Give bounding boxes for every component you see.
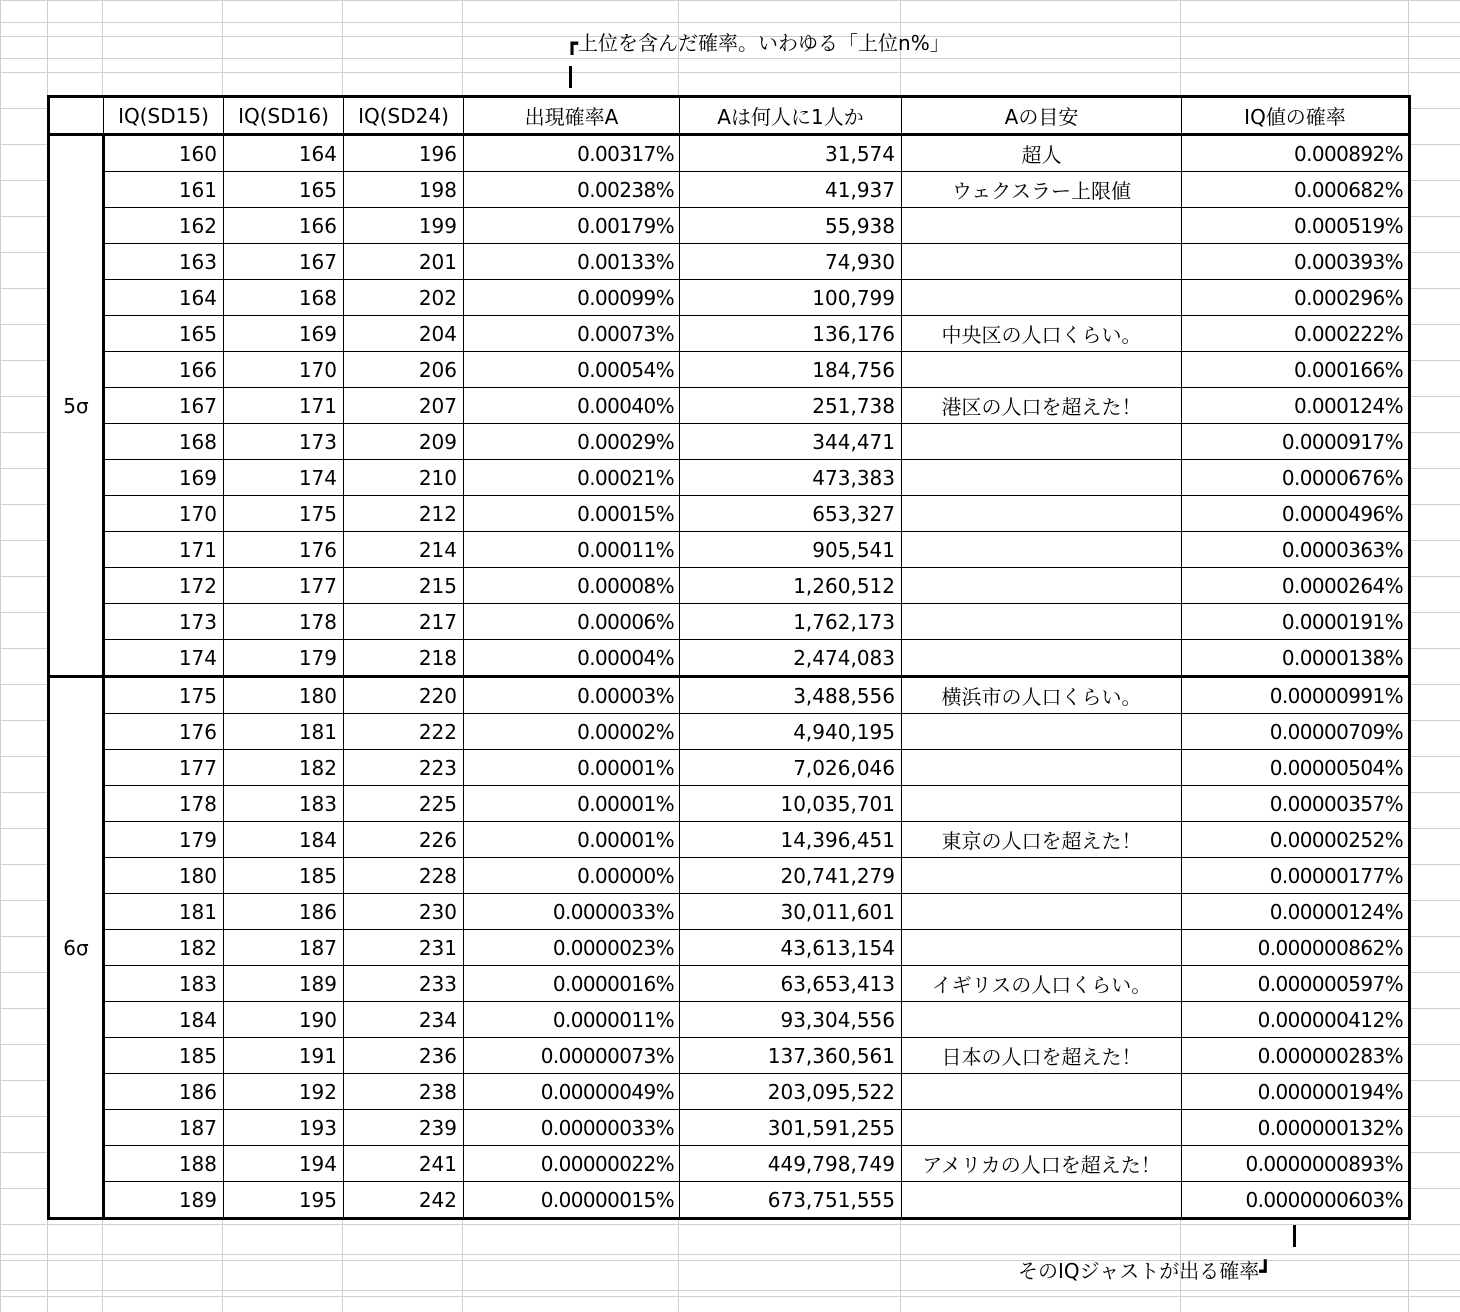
one-in-n-cell: 31,574 [680, 135, 902, 172]
table-row [49, 388, 1410, 424]
probability-a-cell: 0.00040% [464, 388, 680, 424]
iq-sd24-cell: 218 [344, 640, 464, 677]
iq-sd24-cell: 202 [344, 280, 464, 316]
header-iq-sd15: IQ(SD15) [104, 97, 224, 135]
iq-sd15-cell: 182 [104, 930, 224, 966]
iq-sd16-cell: 171 [224, 388, 344, 424]
one-in-n-cell: 301,591,255 [680, 1110, 902, 1146]
one-in-n-cell: 74,930 [680, 244, 902, 280]
iq-sd24-cell: 196 [344, 135, 464, 172]
iq-sd24-cell: 238 [344, 1074, 464, 1110]
header-iq-sd16: IQ(SD16) [224, 97, 344, 135]
iq-exact-probability-cell: 0.000000412% [1182, 1002, 1410, 1038]
bottom-annotation: そのIQジャストが出る確率┛ [1018, 1259, 1272, 1283]
iq-sd24-cell: 210 [344, 460, 464, 496]
iq-sd16-cell: 170 [224, 352, 344, 388]
iq-sd15-cell: 183 [104, 966, 224, 1002]
guideline-cell [902, 604, 1182, 640]
one-in-n-cell: 251,738 [680, 388, 902, 424]
iq-sd16-cell: 176 [224, 532, 344, 568]
iq-sd16-cell: 186 [224, 894, 344, 930]
table-row [49, 1002, 1410, 1038]
iq-sd15-cell: 172 [104, 568, 224, 604]
one-in-n-cell: 184,756 [680, 352, 902, 388]
iq-sd15-cell: 178 [104, 786, 224, 822]
table-row [49, 1110, 1410, 1146]
probability-a-cell: 0.00054% [464, 352, 680, 388]
iq-sd24-cell: 239 [344, 1110, 464, 1146]
iq-sd15-cell: 167 [104, 388, 224, 424]
iq-exact-probability-cell: 0.000519% [1182, 208, 1410, 244]
iq-sd15-cell: 187 [104, 1110, 224, 1146]
guideline-cell: 横浜市の人口くらい。 [902, 677, 1182, 714]
iq-sd15-cell: 165 [104, 316, 224, 352]
probability-a-cell: 0.00015% [464, 496, 680, 532]
iq-exact-probability-cell: 0.000000194% [1182, 1074, 1410, 1110]
probability-a-cell: 0.00006% [464, 604, 680, 640]
iq-exact-probability-cell: 0.0000000893% [1182, 1146, 1410, 1182]
iq-sd24-cell: 223 [344, 750, 464, 786]
iq-sd16-cell: 195 [224, 1182, 344, 1219]
iq-sd16-cell: 173 [224, 424, 344, 460]
probability-a-cell: 0.00000073% [464, 1038, 680, 1074]
iq-sd15-cell: 168 [104, 424, 224, 460]
iq-sd24-cell: 215 [344, 568, 464, 604]
iq-sd24-cell: 204 [344, 316, 464, 352]
guideline-cell: 東京の人口を超えた！ [902, 822, 1182, 858]
guideline-cell [902, 750, 1182, 786]
iq-sd16-cell: 168 [224, 280, 344, 316]
grid-line [0, 58, 1460, 59]
table-row [49, 1038, 1410, 1074]
probability-a-cell: 0.00000033% [464, 1110, 680, 1146]
iq-sd15-cell: 162 [104, 208, 224, 244]
iq-sd16-cell: 183 [224, 786, 344, 822]
iq-sd24-cell: 207 [344, 388, 464, 424]
iq-sd16-cell: 177 [224, 568, 344, 604]
probability-a-cell: 0.00002% [464, 714, 680, 750]
iq-exact-probability-cell: 0.000393% [1182, 244, 1410, 280]
table-row [49, 966, 1410, 1002]
iq-sd16-cell: 192 [224, 1074, 344, 1110]
table-row [49, 352, 1410, 388]
iq-exact-probability-cell: 0.00000504% [1182, 750, 1410, 786]
header-row [49, 97, 1410, 135]
table-row [49, 244, 1410, 280]
sigma-group-label: 5σ [49, 135, 104, 677]
iq-exact-probability-cell: 0.00000357% [1182, 786, 1410, 822]
table-row [49, 858, 1410, 894]
iq-sd24-cell: 230 [344, 894, 464, 930]
iq-sd24-cell: 241 [344, 1146, 464, 1182]
iq-exact-probability-cell: 0.0000917% [1182, 424, 1410, 460]
iq-sd15-cell: 171 [104, 532, 224, 568]
iq-sd15-cell: 166 [104, 352, 224, 388]
bottom-annotation-pointer [1293, 1225, 1296, 1247]
probability-a-cell: 0.0000023% [464, 930, 680, 966]
iq-exact-probability-cell: 0.00000709% [1182, 714, 1410, 750]
one-in-n-cell: 2,474,083 [680, 640, 902, 677]
iq-exact-probability-cell: 0.000682% [1182, 172, 1410, 208]
iq-sd15-cell: 173 [104, 604, 224, 640]
probability-a-cell: 0.0000016% [464, 966, 680, 1002]
iq-exact-probability-cell: 0.00000252% [1182, 822, 1410, 858]
probability-a-cell: 0.0000011% [464, 1002, 680, 1038]
one-in-n-cell: 1,260,512 [680, 568, 902, 604]
iq-sd15-cell: 179 [104, 822, 224, 858]
probability-a-cell: 0.00073% [464, 316, 680, 352]
guideline-cell [902, 858, 1182, 894]
guideline-cell [902, 532, 1182, 568]
iq-sd16-cell: 178 [224, 604, 344, 640]
guideline-cell [902, 1110, 1182, 1146]
iq-sd16-cell: 164 [224, 135, 344, 172]
iq-sd15-cell: 177 [104, 750, 224, 786]
header-guideline: Aの目安 [902, 97, 1182, 135]
one-in-n-cell: 7,026,046 [680, 750, 902, 786]
iq-sd16-cell: 169 [224, 316, 344, 352]
table-row [49, 750, 1410, 786]
iq-sd16-cell: 174 [224, 460, 344, 496]
one-in-n-cell: 63,653,413 [680, 966, 902, 1002]
iq-exact-probability-cell: 0.000296% [1182, 280, 1410, 316]
one-in-n-cell: 10,035,701 [680, 786, 902, 822]
iq-exact-probability-cell: 0.0000496% [1182, 496, 1410, 532]
one-in-n-cell: 449,798,749 [680, 1146, 902, 1182]
one-in-n-cell: 100,799 [680, 280, 902, 316]
iq-sd16-cell: 182 [224, 750, 344, 786]
probability-a-cell: 0.00003% [464, 677, 680, 714]
iq-sd15-cell: 176 [104, 714, 224, 750]
iq-sd16-cell: 194 [224, 1146, 344, 1182]
iq-sd24-cell: 234 [344, 1002, 464, 1038]
one-in-n-cell: 905,541 [680, 532, 902, 568]
iq-sd24-cell: 214 [344, 532, 464, 568]
one-in-n-cell: 653,327 [680, 496, 902, 532]
iq-sd16-cell: 191 [224, 1038, 344, 1074]
header-iq-sd24: IQ(SD24) [344, 97, 464, 135]
top-annotation-pointer [569, 66, 572, 88]
grid-line [0, 1290, 1460, 1291]
top-annotation: ┏上位を含んだ確率。いわゆる「上位n%」 [566, 31, 950, 55]
iq-sd16-cell: 179 [224, 640, 344, 677]
guideline-cell [902, 460, 1182, 496]
iq-probability-table [47, 95, 1411, 1220]
iq-sd24-cell: 222 [344, 714, 464, 750]
iq-sd24-cell: 228 [344, 858, 464, 894]
guideline-cell [902, 1002, 1182, 1038]
iq-sd24-cell: 201 [344, 244, 464, 280]
probability-a-cell: 0.00011% [464, 532, 680, 568]
one-in-n-cell: 43,613,154 [680, 930, 902, 966]
iq-exact-probability-cell: 0.0000363% [1182, 532, 1410, 568]
guideline-cell [902, 424, 1182, 460]
iq-exact-probability-cell: 0.00000991% [1182, 677, 1410, 714]
guideline-cell [902, 930, 1182, 966]
table-row [49, 496, 1410, 532]
probability-a-cell: 0.00029% [464, 424, 680, 460]
probability-a-cell: 0.00238% [464, 172, 680, 208]
iq-exact-probability-cell: 0.0000264% [1182, 568, 1410, 604]
one-in-n-cell: 30,011,601 [680, 894, 902, 930]
probability-a-cell: 0.00004% [464, 640, 680, 677]
iq-exact-probability-cell: 0.00000124% [1182, 894, 1410, 930]
iq-sd24-cell: 220 [344, 677, 464, 714]
guideline-cell: 港区の人口を超えた！ [902, 388, 1182, 424]
iq-sd15-cell: 174 [104, 640, 224, 677]
iq-sd24-cell: 236 [344, 1038, 464, 1074]
grid-line [0, 1254, 1460, 1255]
iq-sd15-cell: 160 [104, 135, 224, 172]
one-in-n-cell: 41,937 [680, 172, 902, 208]
header-probability-a: 出現確率A [464, 97, 680, 135]
iq-sd24-cell: 225 [344, 786, 464, 822]
probability-a-cell: 0.00000022% [464, 1146, 680, 1182]
table-row [49, 786, 1410, 822]
iq-sd15-cell: 161 [104, 172, 224, 208]
header-iq-exact-probability: IQ値の確率 [1182, 97, 1410, 135]
header-one-in-n: Aは何人に1人か [680, 97, 902, 135]
iq-sd15-cell: 163 [104, 244, 224, 280]
guideline-cell: イギリスの人口くらい。 [902, 966, 1182, 1002]
iq-sd16-cell: 181 [224, 714, 344, 750]
iq-exact-probability-cell: 0.000892% [1182, 135, 1410, 172]
table-row [49, 424, 1410, 460]
guideline-cell [902, 1074, 1182, 1110]
probability-a-cell: 0.00133% [464, 244, 680, 280]
iq-exact-probability-cell: 0.00000177% [1182, 858, 1410, 894]
one-in-n-cell: 55,938 [680, 208, 902, 244]
one-in-n-cell: 473,383 [680, 460, 902, 496]
iq-sd15-cell: 184 [104, 1002, 224, 1038]
one-in-n-cell: 20,741,279 [680, 858, 902, 894]
table-row [49, 208, 1410, 244]
probability-a-cell: 0.00000% [464, 858, 680, 894]
iq-sd16-cell: 184 [224, 822, 344, 858]
iq-exact-probability-cell: 0.000222% [1182, 316, 1410, 352]
iq-sd15-cell: 170 [104, 496, 224, 532]
one-in-n-cell: 14,396,451 [680, 822, 902, 858]
probability-a-cell: 0.0000033% [464, 894, 680, 930]
iq-sd16-cell: 166 [224, 208, 344, 244]
iq-exact-probability-cell: 0.000124% [1182, 388, 1410, 424]
probability-a-cell: 0.00099% [464, 280, 680, 316]
iq-sd15-cell: 169 [104, 460, 224, 496]
table-row [49, 894, 1410, 930]
iq-sd16-cell: 187 [224, 930, 344, 966]
table-row [49, 604, 1410, 640]
iq-exact-probability-cell: 0.0000000603% [1182, 1182, 1410, 1219]
guideline-cell [902, 1182, 1182, 1219]
guideline-cell [902, 244, 1182, 280]
corner-cell [49, 97, 104, 135]
guideline-cell: 超人 [902, 135, 1182, 172]
table-row [49, 1146, 1410, 1182]
probability-a-cell: 0.00021% [464, 460, 680, 496]
table-row [49, 1182, 1410, 1219]
one-in-n-cell: 137,360,561 [680, 1038, 902, 1074]
iq-sd24-cell: 199 [344, 208, 464, 244]
table-row [49, 172, 1410, 208]
iq-sd16-cell: 165 [224, 172, 344, 208]
table-row [49, 568, 1410, 604]
grid-line [0, 22, 1460, 23]
probability-a-cell: 0.00179% [464, 208, 680, 244]
table-row [49, 677, 1410, 714]
table-row [49, 640, 1410, 677]
one-in-n-cell: 1,762,173 [680, 604, 902, 640]
iq-sd24-cell: 212 [344, 496, 464, 532]
probability-a-cell: 0.00317% [464, 135, 680, 172]
iq-sd24-cell: 217 [344, 604, 464, 640]
iq-exact-probability-cell: 0.000000597% [1182, 966, 1410, 1002]
iq-exact-probability-cell: 0.0000676% [1182, 460, 1410, 496]
iq-sd24-cell: 226 [344, 822, 464, 858]
iq-sd15-cell: 186 [104, 1074, 224, 1110]
guideline-cell: 日本の人口を超えた！ [902, 1038, 1182, 1074]
guideline-cell [902, 280, 1182, 316]
iq-sd16-cell: 180 [224, 677, 344, 714]
one-in-n-cell: 4,940,195 [680, 714, 902, 750]
one-in-n-cell: 93,304,556 [680, 1002, 902, 1038]
iq-sd24-cell: 209 [344, 424, 464, 460]
one-in-n-cell: 136,176 [680, 316, 902, 352]
iq-sd24-cell: 233 [344, 966, 464, 1002]
table-row [49, 135, 1410, 172]
table-row [49, 822, 1410, 858]
iq-sd16-cell: 167 [224, 244, 344, 280]
guideline-cell [902, 894, 1182, 930]
one-in-n-cell: 344,471 [680, 424, 902, 460]
table-row [49, 280, 1410, 316]
iq-exact-probability-cell: 0.0000191% [1182, 604, 1410, 640]
probability-a-cell: 0.00001% [464, 822, 680, 858]
iq-exact-probability-cell: 0.000000132% [1182, 1110, 1410, 1146]
guideline-cell: 中央区の人口くらい。 [902, 316, 1182, 352]
guideline-cell [902, 352, 1182, 388]
iq-sd15-cell: 164 [104, 280, 224, 316]
iq-exact-probability-cell: 0.0000138% [1182, 640, 1410, 677]
iq-sd15-cell: 181 [104, 894, 224, 930]
table-row [49, 532, 1410, 568]
probability-a-cell: 0.00001% [464, 750, 680, 786]
iq-sd15-cell: 180 [104, 858, 224, 894]
iq-sd15-cell: 185 [104, 1038, 224, 1074]
sigma-group-label: 6σ [49, 677, 104, 1219]
one-in-n-cell: 3,488,556 [680, 677, 902, 714]
iq-sd24-cell: 231 [344, 930, 464, 966]
iq-sd16-cell: 193 [224, 1110, 344, 1146]
guideline-cell: アメリカの人口を超えた！ [902, 1146, 1182, 1182]
iq-sd15-cell: 175 [104, 677, 224, 714]
iq-sd16-cell: 185 [224, 858, 344, 894]
guideline-cell [902, 640, 1182, 677]
guideline-cell [902, 568, 1182, 604]
table-row [49, 316, 1410, 352]
guideline-cell [902, 714, 1182, 750]
iq-exact-probability-cell: 0.000000283% [1182, 1038, 1410, 1074]
table-row [49, 930, 1410, 966]
table-row [49, 1074, 1410, 1110]
iq-sd15-cell: 189 [104, 1182, 224, 1219]
one-in-n-cell: 673,751,555 [680, 1182, 902, 1219]
guideline-cell [902, 208, 1182, 244]
iq-sd24-cell: 242 [344, 1182, 464, 1219]
probability-a-cell: 0.00008% [464, 568, 680, 604]
probability-a-cell: 0.00000015% [464, 1182, 680, 1219]
iq-sd15-cell: 188 [104, 1146, 224, 1182]
iq-sd24-cell: 198 [344, 172, 464, 208]
table-row [49, 460, 1410, 496]
iq-sd16-cell: 175 [224, 496, 344, 532]
one-in-n-cell: 203,095,522 [680, 1074, 902, 1110]
table-row [49, 714, 1410, 750]
guideline-cell [902, 786, 1182, 822]
iq-exact-probability-cell: 0.000000862% [1182, 930, 1410, 966]
guideline-cell: ウェクスラー上限値 [902, 172, 1182, 208]
iq-sd24-cell: 206 [344, 352, 464, 388]
iq-sd16-cell: 189 [224, 966, 344, 1002]
iq-exact-probability-cell: 0.000166% [1182, 352, 1410, 388]
guideline-cell [902, 496, 1182, 532]
iq-sd16-cell: 190 [224, 1002, 344, 1038]
probability-a-cell: 0.00001% [464, 786, 680, 822]
probability-a-cell: 0.00000049% [464, 1074, 680, 1110]
